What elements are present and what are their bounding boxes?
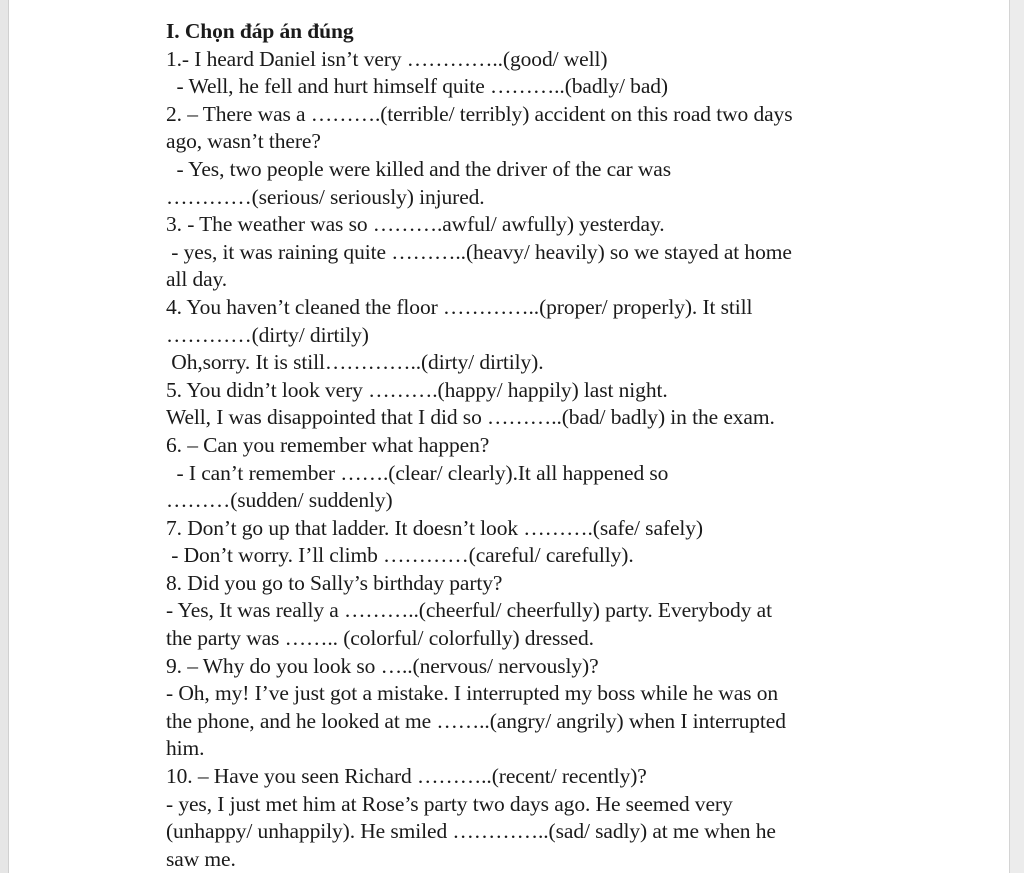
text-line: - I can’t remember …….(clear/ clearly).It all happened so [166, 460, 669, 485]
text-line: - Don’t worry. I’ll climb …………(careful/ carefully). [166, 543, 634, 568]
text-line: the party was …….. (colorful/ colorfully) dressed. [166, 626, 594, 651]
text-line: - Yes, two people were killed and the driver of the car was [166, 156, 671, 181]
text-line: 1.- I heard Daniel isn’t very …………..(good/ well) [166, 46, 608, 71]
text-line: 3. - The weather was so ……….awful/ awfully) yesterday. [166, 212, 665, 237]
text-line: Well, I was disappointed that I did so ………..(bad/ badly) in the exam. [166, 405, 775, 430]
text-line: 2. – There was a ……….(terrible/ terribly) accident on this road two days [166, 101, 793, 126]
text-line: - Oh, my! I’ve just got a mistake. I interrupted my boss while he was on [166, 681, 778, 706]
page-right-margin [1009, 0, 1024, 873]
text-line: 5. You didn’t look very ……….(happy/ happily) last night. [166, 377, 668, 402]
text-line: - Well, he fell and hurt himself quite ………..(badly/ bad) [166, 74, 668, 99]
text-line: ………(sudden/ suddenly) [166, 488, 393, 513]
text-line: all day. [166, 267, 228, 292]
text-line: 6. – Can you remember what happen? [166, 432, 490, 457]
text-line: - yes, I just met him at Rose’s party two days ago. He seemed very [166, 791, 733, 816]
text-line: Oh,sorry. It is still…………..(dirty/ dirtily). [166, 350, 544, 375]
text-line: the phone, and he looked at me ……..(angry/ angrily) when I interrupted [166, 708, 786, 733]
text-line: him. [166, 736, 205, 761]
text-line: saw me. [166, 846, 236, 871]
text-line: 8. Did you go to Sally’s birthday party? [166, 570, 503, 595]
page-left-margin [0, 0, 9, 873]
text-line: 9. – Why do you look so …..(nervous/ nervously)? [166, 653, 599, 678]
text-line: 10. – Have you seen Richard ………..(recent/ recently)? [166, 764, 647, 789]
text-line: 7. Don’t go up that ladder. It doesn’t look ……….(safe/ safely) [166, 515, 703, 540]
text-line: - yes, it was raining quite ………..(heavy/ heavily) so we stayed at home [166, 239, 792, 264]
document-body [166, 18, 926, 873]
text-line: (unhappy/ unhappily). He smiled …………..(sad/ sadly) at me when he [166, 819, 776, 844]
section-heading: I. Chọn đáp án đúng [166, 19, 354, 43]
text-line: - Yes, It was really a ………..(cheerful/ cheerfully) party. Everybody at [166, 598, 772, 623]
text-line: …………(dirty/ dirtily) [166, 322, 369, 347]
text-line: …………(serious/ seriously) injured. [166, 184, 485, 209]
text-line: ago, wasn’t there? [166, 129, 321, 154]
text-line: 4. You haven’t cleaned the floor …………..(proper/ properly). It still [166, 294, 753, 319]
